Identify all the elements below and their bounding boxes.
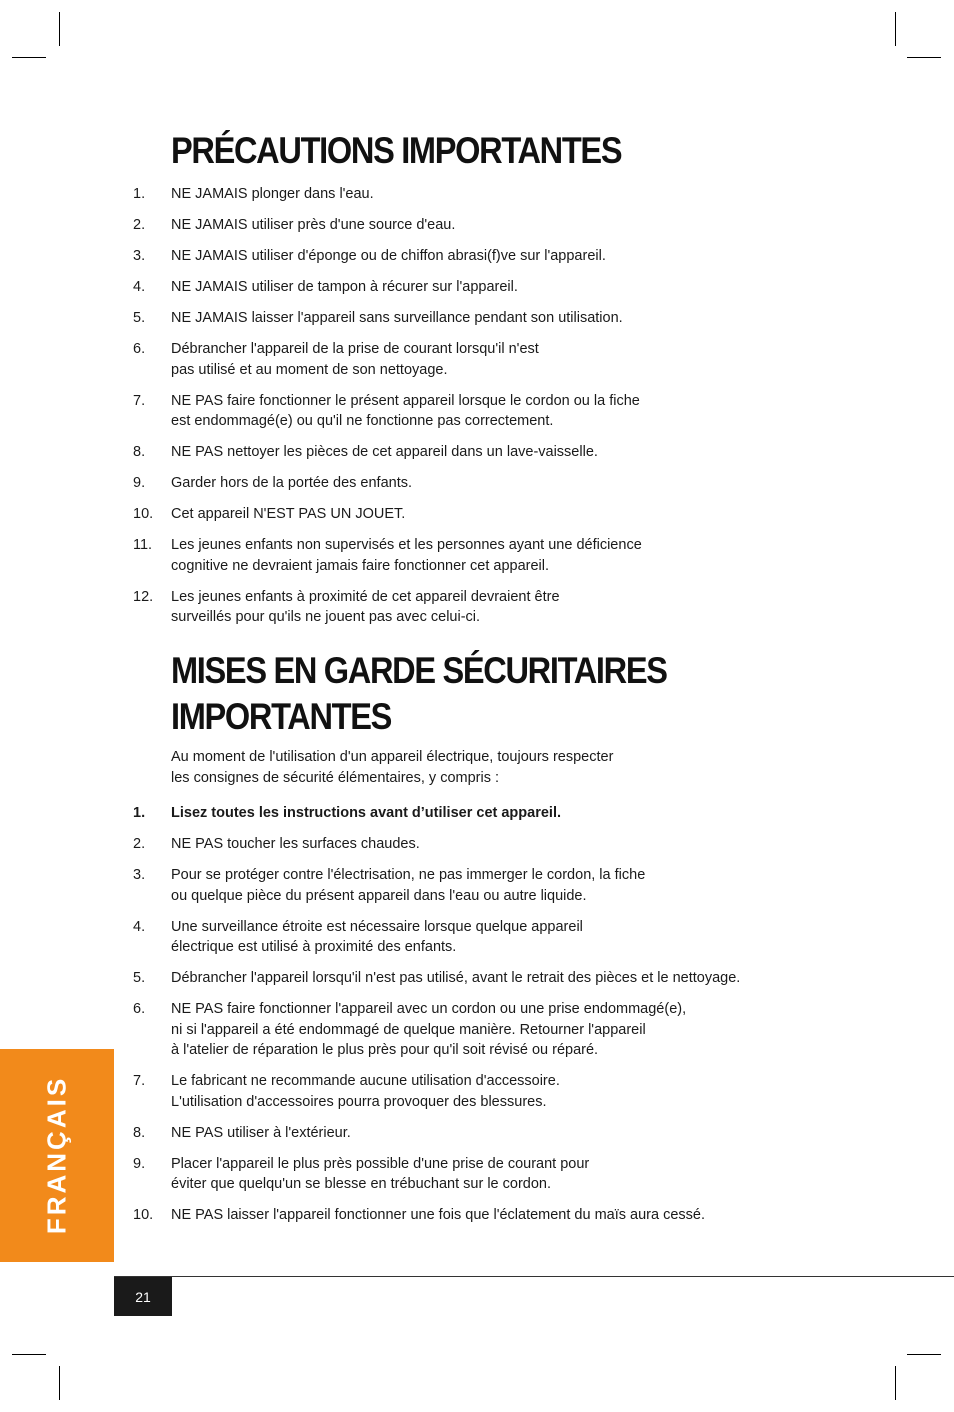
item-text: Le fabricant ne recommande aucune utilisation d'accessoire. L'utilisation d'accessoires pourra provoquer des blessures. (171, 1073, 560, 1110)
item-number: 6. (133, 1001, 146, 1017)
item-number: 1. (133, 186, 146, 202)
list-item (133, 803, 833, 824)
list-item (133, 442, 833, 463)
safeguards-list (133, 803, 833, 1236)
item-number: 3. (133, 867, 146, 883)
title-line-2: IMPORTANTES (171, 696, 392, 737)
item-text: NE PAS faire fonctionner le présent appareil lorsque le cordon ou la fiche est endommagé(e) ou qu'il ne fonctionne pas correctement. (171, 392, 640, 429)
page-number-label: 21 (135, 1288, 151, 1305)
list-item (133, 473, 833, 494)
item-number: 10. (133, 1207, 154, 1223)
item-number: 2. (133, 217, 146, 233)
list-item (133, 339, 833, 380)
item-text: Cet appareil N'EST PAS UN JOUET. (171, 506, 406, 522)
item-number: 9. (133, 475, 146, 491)
item-number: 4. (133, 279, 146, 295)
item-text: Les jeunes enfants non supervisés et les personnes ayant une déficience cognitive ne devraient jamais faire fonctionner cet appareil. (171, 537, 642, 574)
list-item (133, 587, 833, 628)
item-number: 5. (133, 310, 146, 326)
page-number (114, 1277, 172, 1316)
list-item (133, 968, 833, 989)
item-text: Débrancher l'appareil de la prise de courant lorsqu'il n'est pas utilisé et au moment de son nettoyage. (171, 341, 539, 378)
item-text: Placer l'appareil le plus près possible d'une prise de courant pour éviter que quelqu'un se blesse en trébuchant sur le cordon. (171, 1155, 590, 1192)
crop-mark (895, 12, 896, 46)
list-item (133, 246, 833, 267)
crop-mark (12, 1354, 46, 1355)
language-tab (0, 1049, 114, 1262)
crop-mark (895, 1366, 896, 1400)
list-item (133, 184, 833, 205)
list-item (133, 308, 833, 329)
item-text: NE JAMAIS utiliser de tampon à récurer sur l'appareil. (171, 279, 518, 295)
item-number: 7. (133, 1073, 146, 1089)
crop-mark (907, 1354, 941, 1355)
list-item (133, 1123, 833, 1144)
section-title-precautions: PRÉCAUTIONS IMPORTANTES (171, 130, 622, 171)
list-item (133, 504, 833, 525)
item-number: 2. (133, 836, 146, 852)
item-number: 11. (133, 537, 153, 553)
item-number: 5. (133, 970, 146, 986)
item-text: NE JAMAIS plonger dans l'eau. (171, 186, 374, 202)
item-number: 7. (133, 392, 146, 409)
precautions-list (133, 184, 833, 638)
item-number: 10. (133, 506, 154, 522)
item-number: 4. (133, 918, 146, 935)
list-item (133, 535, 833, 576)
list-item (133, 917, 833, 958)
title-line-1: MISES EN GARDE SÉCURITAIRES (171, 650, 667, 691)
item-number: 6. (133, 341, 146, 357)
item-text: NE PAS faire fonctionner l'appareil avec un cordon ou une prise endommagé(e), ni si l'appareil a été endommagé de quelque manière. Retourner l'appareil à l'atelier de réparation le plus près pour qu'il soit révisé ou réparé. (171, 1001, 687, 1058)
item-text: Lisez toutes les instructions avant d’utiliser cet appareil. (171, 805, 561, 821)
item-text: Débrancher l'appareil lorsqu'il n'est pas utilisé, avant le retrait des pièces et le nettoyage. (171, 970, 741, 986)
item-text: NE PAS nettoyer les pièces de cet appareil dans un lave-vaisselle. (171, 444, 598, 460)
item-number: 12. (133, 588, 154, 605)
language-tab-label: FRANÇAIS (41, 1075, 72, 1235)
list-item (133, 1071, 833, 1112)
crop-mark (59, 1366, 60, 1400)
list-item (133, 391, 833, 432)
item-text: Une surveillance étroite est nécessaire lorsque quelque appareil électrique est utilisé à proximité des enfants. (171, 918, 583, 955)
item-text: NE PAS laisser l'appareil fonctionner une fois que l'éclatement du maïs aura cessé. (171, 1207, 705, 1223)
item-number: 8. (133, 1124, 146, 1141)
item-text: Pour se protéger contre l'électrisation, ne pas immerger le cordon, la fiche ou quelque pièce du présent appareil dans l'eau ou autre liquide. (171, 867, 646, 904)
list-item (133, 1205, 833, 1226)
intro-paragraph: Au moment de l'utilisation d'un appareil électrique, toujours respecter les consignes de sécurité élémentaires, y compris : (171, 749, 614, 786)
list-item (133, 865, 833, 906)
list-item (133, 1154, 833, 1195)
item-text: NE JAMAIS utiliser près d'une source d'eau. (171, 217, 456, 233)
item-text: NE JAMAIS utiliser d'éponge ou de chiffon abrasi(f)ve sur l'appareil. (171, 248, 606, 264)
section-title-safeguards (171, 648, 667, 740)
list-item (133, 999, 833, 1061)
item-number: 3. (133, 248, 146, 264)
item-text: NE JAMAIS laisser l'appareil sans surveillance pendant son utilisation. (171, 310, 623, 326)
item-number: 8. (133, 444, 146, 460)
crop-mark (12, 57, 46, 58)
item-text: Garder hors de la portée des enfants. (171, 475, 413, 491)
crop-mark (59, 12, 60, 46)
item-text: NE PAS toucher les surfaces chaudes. (171, 836, 420, 852)
list-item (133, 215, 833, 236)
crop-mark (907, 57, 941, 58)
list-item (133, 834, 833, 855)
item-number: 9. (133, 1155, 146, 1172)
item-text: Les jeunes enfants à proximité de cet appareil devraient être surveillés pour qu'ils ne jouent pas avec celui-ci. (171, 588, 560, 625)
item-number: 1. (133, 805, 146, 821)
item-text: NE PAS utiliser à l'extérieur. (171, 1124, 351, 1141)
footer-divider (114, 1276, 954, 1277)
list-item (133, 277, 833, 298)
